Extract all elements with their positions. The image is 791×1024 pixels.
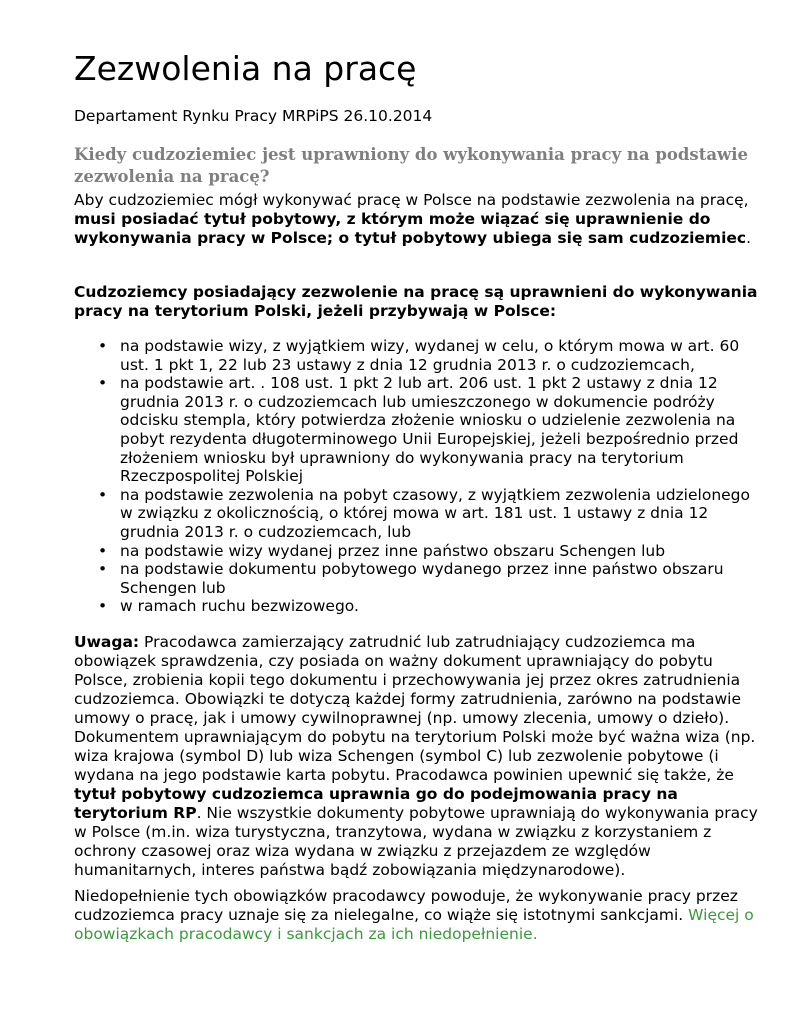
bullet-icon: • [98,541,108,560]
list-heading [74,283,764,321]
closing-paragraph [74,887,764,944]
list-item-text: w ramach ruchu bezwizowego. [120,597,359,616]
note-text-continued: . Nie wszystkie dokumenty pobytowe uprawniają do wykonywania pracy w Polsce (m.in. wiza turystyczna, tranzytowa, wydana w związku z korzystaniem z ochrony czasowej oraz wiza wydana w związku z przejazdem ze względów humanitarnych, interes państwa bądź zobowiązania międzynarodowe). [74,804,758,879]
list-item [74,597,764,616]
list-item [74,542,764,561]
note-text: Pracodawca zamierzający zatrudnić lub zatrudniający cudzoziemca ma obowiązek sprawdzenia, czy posiada on ważny dokument uprawniający do pobytu Polsce, zrobienia kopii tego dokumentu i przechowywania jej przez okres zatrudnienia cudzoziemca. Obowiązki te dotyczą każdej formy zatrudnienia, zarówno na podstawie umowy o pracę, jak i umowy cywilnoprawnej (np. umowy zlecenia, umowy o dzieło). Dokumentem uprawniającym do pobytu na terytorium Polski może być ważna wiza (np. wiza krajowa (symbol D) lub wiza Schengen (symbol C) lub zezwolenie pobytowe (i wydana na jego podstawie karta pobytu. Pracodawca powinien upewnić się także, że [74,633,756,784]
document-subtitle: Departament Rynku Pracy MRPiPS 26.10.2014 [74,107,433,125]
bullet-icon: • [98,560,108,579]
intro-period: . [746,229,752,247]
bullet-icon: • [98,337,108,355]
bullet-icon: • [98,485,108,504]
closing-text: Niedopełnienie tych obowiązków pracodawcy powoduje, że wykonywanie pracy przez cudzoziemca pracy uznaje się za nielegalne, co wiąże się istotnymi sankcjami. [74,887,738,924]
list-item [74,560,764,597]
intro-bold-text: musi posiadać tytuł pobytowy, z którym może wiązać się uprawnienie do wykonywania pracy w Polsce; o tytuł pobytowy ubiega się sam cudzoziemiec [74,210,747,247]
bullet-icon: • [98,374,108,393]
list-item-text: na podstawie wizy wydanej przez inne państwo obszaru Schengen lub [120,541,666,560]
intro-text: Aby cudzoziemiec mógł wykonywać pracę w Polsce na podstawie zezwolenia na pracę, [74,191,749,209]
section-question: Kiedy cudzoziemiec jest uprawniony do wykonywania pracy na podstawie zezwolenia na pracę? [74,145,749,186]
employer-obligations-link[interactable]: Więcej o obowiązkach pracodawcy i sankcjach za ich niedopełnienie. [74,906,754,943]
list-item-text: na podstawie wizy, z wyjątkiem wizy, wydanej w celu, o którym mowa w art. 60 ust. 1 pkt 1, 22 lub 23 ustawy z dnia 12 grudnia 2013 r. o cudzoziemcach, [120,337,740,374]
note-paragraph [74,633,764,880]
list-item [74,374,764,486]
list-item-text: na podstawie dokumentu pobytowego wydanego przez inne państwo obszaru Schengen lub [120,560,724,597]
note-bold-text: tytuł pobytowy cudzoziemca uprawnia go do podejmowania pracy na terytorium RP [74,785,678,822]
intro-paragraph [74,191,764,248]
list-item-text: na podstawie zezwolenia na pobyt czasowy, z wyjątkiem zezwolenia udzielonego w związku z okolicznością, o której mowa w art. 181 ust. 1 ustawy z dnia 12 grudnia 2013 r. o cudzoziemcach, lub [120,485,750,541]
list-item [74,486,764,542]
list-item-text: na podstawie art. . 108 ust. 1 pkt 2 lub art. 206 ust. 1 pkt 2 ustawy z dnia 12 grudnia 2013 r. o cudzoziemcach lub umieszczonego w dokumencie podróży odcisku stempla, który potwierdza złożenie wniosku o udzielenie zezwolenia na pobyt rezydenta długoterminowego Unii Europejskiej, jeżeli bezpośrednio przed złożeniem wniosku był uprawniony do wykonywania pracy na terytorium Rzeczpospolitej Polskiej [120,374,739,486]
note-label: Uwaga: [74,633,140,651]
conditions-list [74,337,764,616]
bullet-icon: • [98,597,108,616]
list-item [74,337,764,374]
page-title: Zezwolenia na pracę [74,49,417,88]
list-heading-text: Cudzoziemcy posiadający zezwolenie na pracę są uprawnieni do wykonywania pracy na terytorium Polski, jeżeli przybywają w Polsce: [74,283,758,320]
